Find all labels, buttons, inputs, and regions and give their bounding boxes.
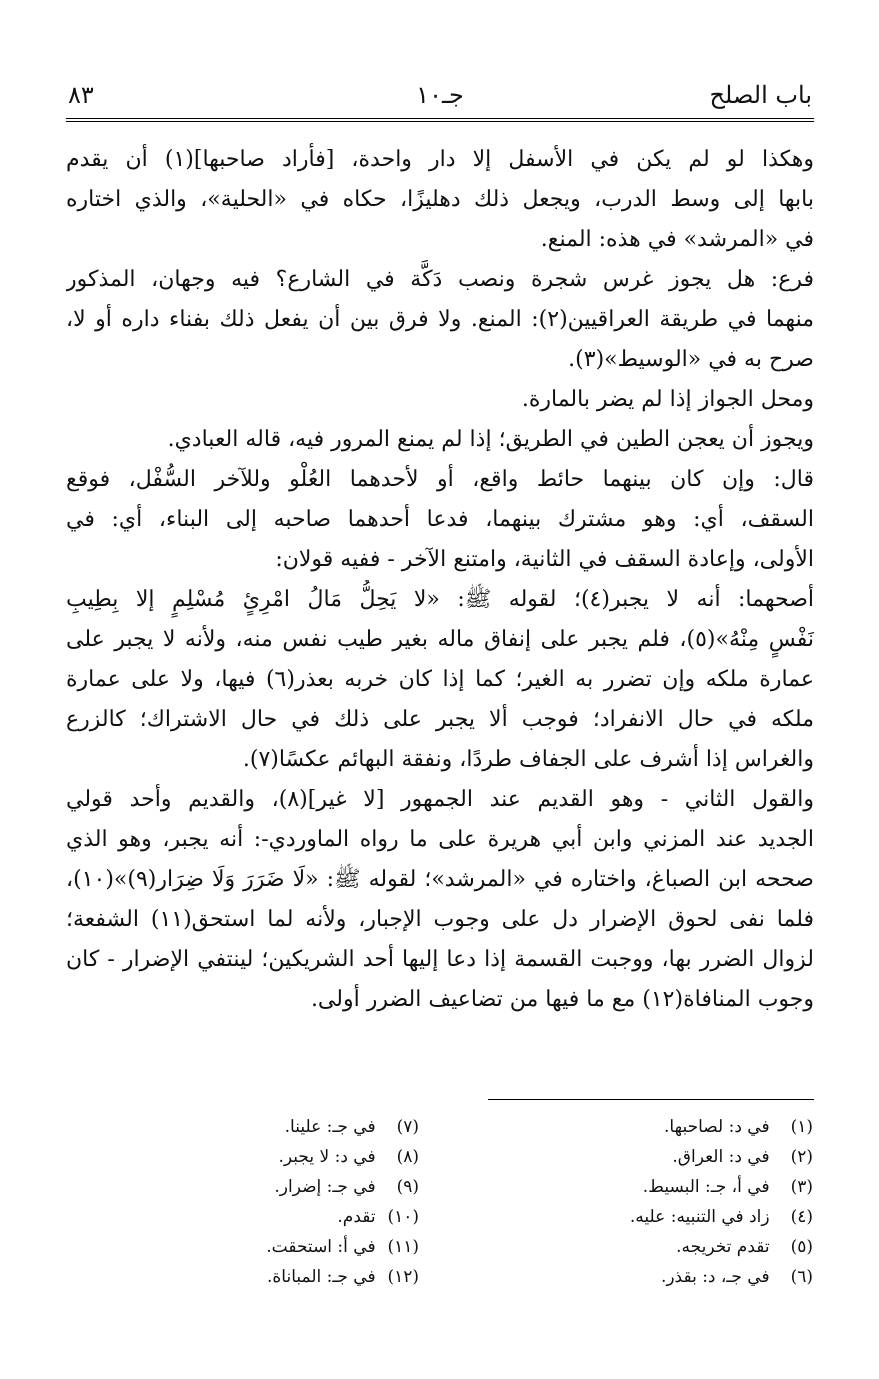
volume-label: جـ١٠ [416,81,464,109]
footnotes-right-column [483,1112,813,1292]
text-line: صححه ابن الصباغ، واختاره في «المرشد»؛ لقوله ﷺ: «لَا ضَرَرَ وَلَا ضِرَار(٩)»(١٠)، [66,867,814,892]
footnote [483,1142,813,1172]
footnote [89,1142,419,1172]
footnote-text: تقدم. [337,1207,376,1227]
footnote [483,1202,813,1232]
footnote-number: (٣) [790,1177,813,1197]
footnote-text: في د: لصاحبها. [664,1117,770,1137]
text-line: ويجوز أن يعجن الطين في الطريق؛ إذا لم يمنع المرور فيه، قاله العبادي. [167,427,814,452]
footnote [89,1262,419,1292]
text-line: وهكذا لو لم يكن في الأسفل إلا دار واحدة، [فأراد صاحبها](١) أن يقدم [66,147,814,172]
text-line: ومحل الجواز إذا لم يضر بالمارة. [521,387,814,412]
text-line: الأولى، وإعادة السقف في الثانية، وامتنع الآخر - ففيه قولان: [275,547,814,572]
running-header [68,80,812,114]
footnote-number: (٧) [396,1117,419,1137]
footnote-text: في جـ، د: بقذر. [660,1267,770,1287]
footnote [89,1232,419,1262]
text-line: في «المرشد» في هذه: المنع. [540,227,814,252]
text-line: لزوال الضرر بها، ووجبت القسمة إذا دعا إليها أحد الشريكين؛ لينتفي الإضرار - كان [66,947,814,972]
footnote-divider [488,1099,814,1100]
footnote-number: (٢) [790,1147,813,1167]
footnote-number: (٩) [396,1177,419,1197]
footnote-text: في جـ: المباناة. [267,1267,376,1287]
text-line: وجوب المنافاة(١٢) مع ما فيها من تضاعيف الضرر أولى. [310,987,814,1012]
footnote-number: (١٠) [387,1207,419,1227]
text-line: نَفْسٍ مِنْهُ»(٥)، فلم يجبر على إنفاق ماله بغير طيب نفس منه، ولأنه لا يجبر على [66,627,814,652]
footnote-text: في أ: استحقت. [266,1237,376,1257]
footnotes-left-column [89,1112,419,1292]
text-line: فرع: هل يجوز غرس شجرة ونصب دَكَّة في الشارع؟ فيه وجهان، المذكور [66,267,814,292]
footnote-number: (٨) [396,1147,419,1167]
footnote-number: (٦) [790,1267,813,1287]
text-line: ملكه في حال الانفراد؛ فوجب ألا يجبر على ذلك في حال الاشتراك؛ كالزرع [66,707,814,732]
footnote-number: (١١) [387,1237,419,1257]
footnote-text: في جـ: علينا. [284,1117,376,1137]
footnote-text: تقدم تخريجه. [676,1237,770,1257]
text-line: والغراس إذا أشرف على الجفاف طردًا، ونفقة البهائم عكسًا(٧). [242,747,814,772]
footnote-text: في أ، جـ: البسيط. [642,1177,770,1197]
footnote [89,1112,419,1142]
text-line: عمارة ملكه وإن تضرر به الغير؛ كما إذا كان خربه بعذر(٦) فيها، ولا على عمارة [66,667,814,692]
footnote-text: في د: العراق. [672,1147,770,1167]
footnote [89,1202,419,1232]
footnote-text: زاد في التنبيه: عليه. [629,1207,770,1227]
footnote-text: في جـ: إضرار. [274,1177,376,1197]
text-line: قال: وإن كان بينهما حائط واقع، أو لأحدهما العُلْو وللآخر السُّفْل، فوقع [66,467,814,492]
footnote [483,1262,813,1292]
footnote-number: (٤) [790,1207,813,1227]
text-line: والقول الثاني - وهو القديم عند الجمهور [لا غير](٨)، والقديم وأحد قولي [66,787,814,812]
page-number: ٨٣ [68,81,94,109]
text-line: الجديد عند المزني وابن أبي هريرة على ما رواه الماوردي-: أنه يجبر، وهو الذي [66,827,814,852]
footnote-number: (١٢) [387,1267,419,1287]
footnote [89,1172,419,1202]
text-line: صرح به في «الوسيط»(٣). [568,347,814,372]
text-line: السقف، أي: وهو مشترك بينهما، فدعا أحدهما صاحبه إلى البناء، أي: في [66,507,814,532]
footnote [483,1232,813,1262]
text-line: منهما في طريقة العراقيين(٢): المنع. ولا فرق بين أن يفعل ذلك بفناء داره أو لا، [66,307,814,332]
footnote-number: (٥) [790,1237,813,1257]
text-line: أصحهما: أنه لا يجبر(٤)؛ لقوله ﷺ: «لا يَحِلُّ مَالُ امْرِئٍ مُسْلِمٍ إلا بِطِيبِ [66,587,814,612]
header-divider [66,118,814,122]
footnote-text: في د: لا يجبر. [278,1147,376,1167]
text-line: فلما نفى لحوق الإضرار دل على وجوب الإجبار، ولأنه لما استحق(١١) الشفعة؛ [66,907,814,932]
chapter-title: باب الصلح [709,81,812,109]
text-line: بابها إلى وسط الدرب، ويجعل ذلك دهليزًا، حكاه في «الحلية»، والذي اختاره [66,187,814,212]
footnote-number: (١) [790,1117,813,1137]
footnote [483,1172,813,1202]
main-text [66,140,814,1020]
footnote [483,1112,813,1142]
